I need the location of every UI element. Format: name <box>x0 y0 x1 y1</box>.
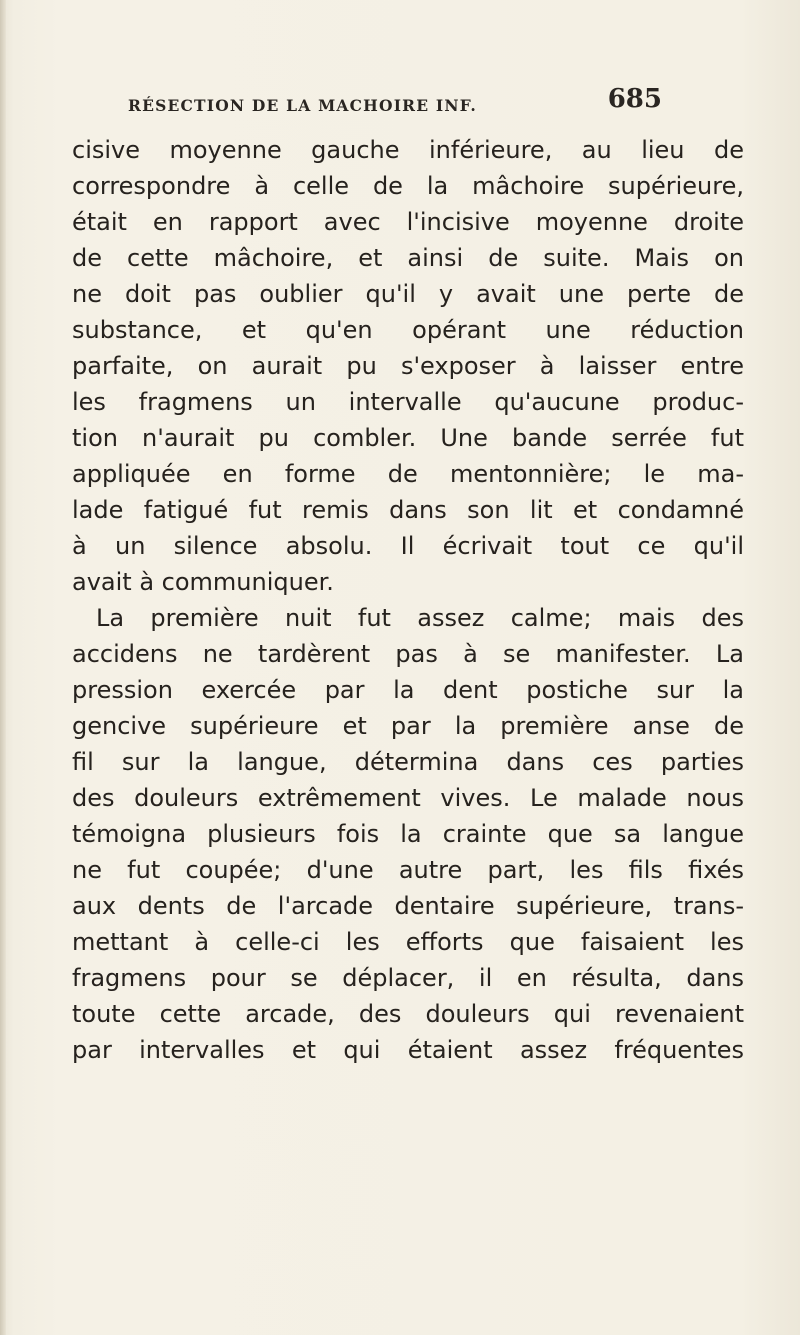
text-line: témoigna plusieurs fois la crainte que sa langue <box>72 820 744 848</box>
paragraph-start-line: La première nuit fut assez calme; mais des <box>96 604 744 632</box>
running-head <box>128 84 668 124</box>
text-line: fil sur la langue, détermina dans ces parties <box>72 748 744 776</box>
text-line: gencive supérieure et par la première anse de <box>72 712 744 740</box>
text-line: par intervalles et qui étaient assez fréquentes <box>72 1036 744 1064</box>
text-line: les fragmens un intervalle qu'aucune produc- <box>72 388 744 416</box>
text-line: parfaite, on aurait pu s'exposer à laisser entre <box>72 352 744 380</box>
text-line: était en rapport avec l'incisive moyenne droite <box>72 208 744 236</box>
page-binding-edge <box>0 0 6 1335</box>
body-text <box>72 132 744 1068</box>
text-line: ne fut coupée; d'une autre part, les fils fixés <box>72 856 744 884</box>
text-line: de cette mâchoire, et ainsi de suite. Mais on <box>72 244 744 272</box>
text-line: substance, et qu'en opérant une réduction <box>72 316 744 344</box>
text-line: des douleurs extrêmement vives. Le malade nous <box>72 784 744 812</box>
text-line: accidens ne tardèrent pas à se manifester. La <box>72 640 744 668</box>
text-line: aux dents de l'arcade dentaire supérieure, trans- <box>72 892 744 920</box>
page-number: 685 <box>607 84 662 114</box>
text-line: appliquée en forme de mentonnière; le ma- <box>72 460 744 488</box>
text-line: ne doit pas oublier qu'il y avait une perte de <box>72 280 744 308</box>
text-line: mettant à celle-ci les efforts que faisaient les <box>72 928 744 956</box>
text-line: pression exercée par la dent postiche sur la <box>72 676 744 704</box>
paragraph-end-line: avait à communiquer. <box>72 568 334 596</box>
text-line: tion n'aurait pu combler. Une bande serrée fut <box>72 424 744 452</box>
text-line: correspondre à celle de la mâchoire supérieure, <box>72 172 744 200</box>
text-line: à un silence absolu. Il écrivait tout ce qu'il <box>72 532 744 560</box>
text-line: toute cette arcade, des douleurs qui revenaient <box>72 1000 744 1028</box>
text-line: fragmens pour se déplacer, il en résulta, dans <box>72 964 744 992</box>
text-line: cisive moyenne gauche inférieure, au lieu de <box>72 136 744 164</box>
running-head-title: RÉSECTION DE LA MACHOIRE INF. <box>128 96 477 115</box>
text-line: lade fatigué fut remis dans son lit et condamné <box>72 496 744 524</box>
